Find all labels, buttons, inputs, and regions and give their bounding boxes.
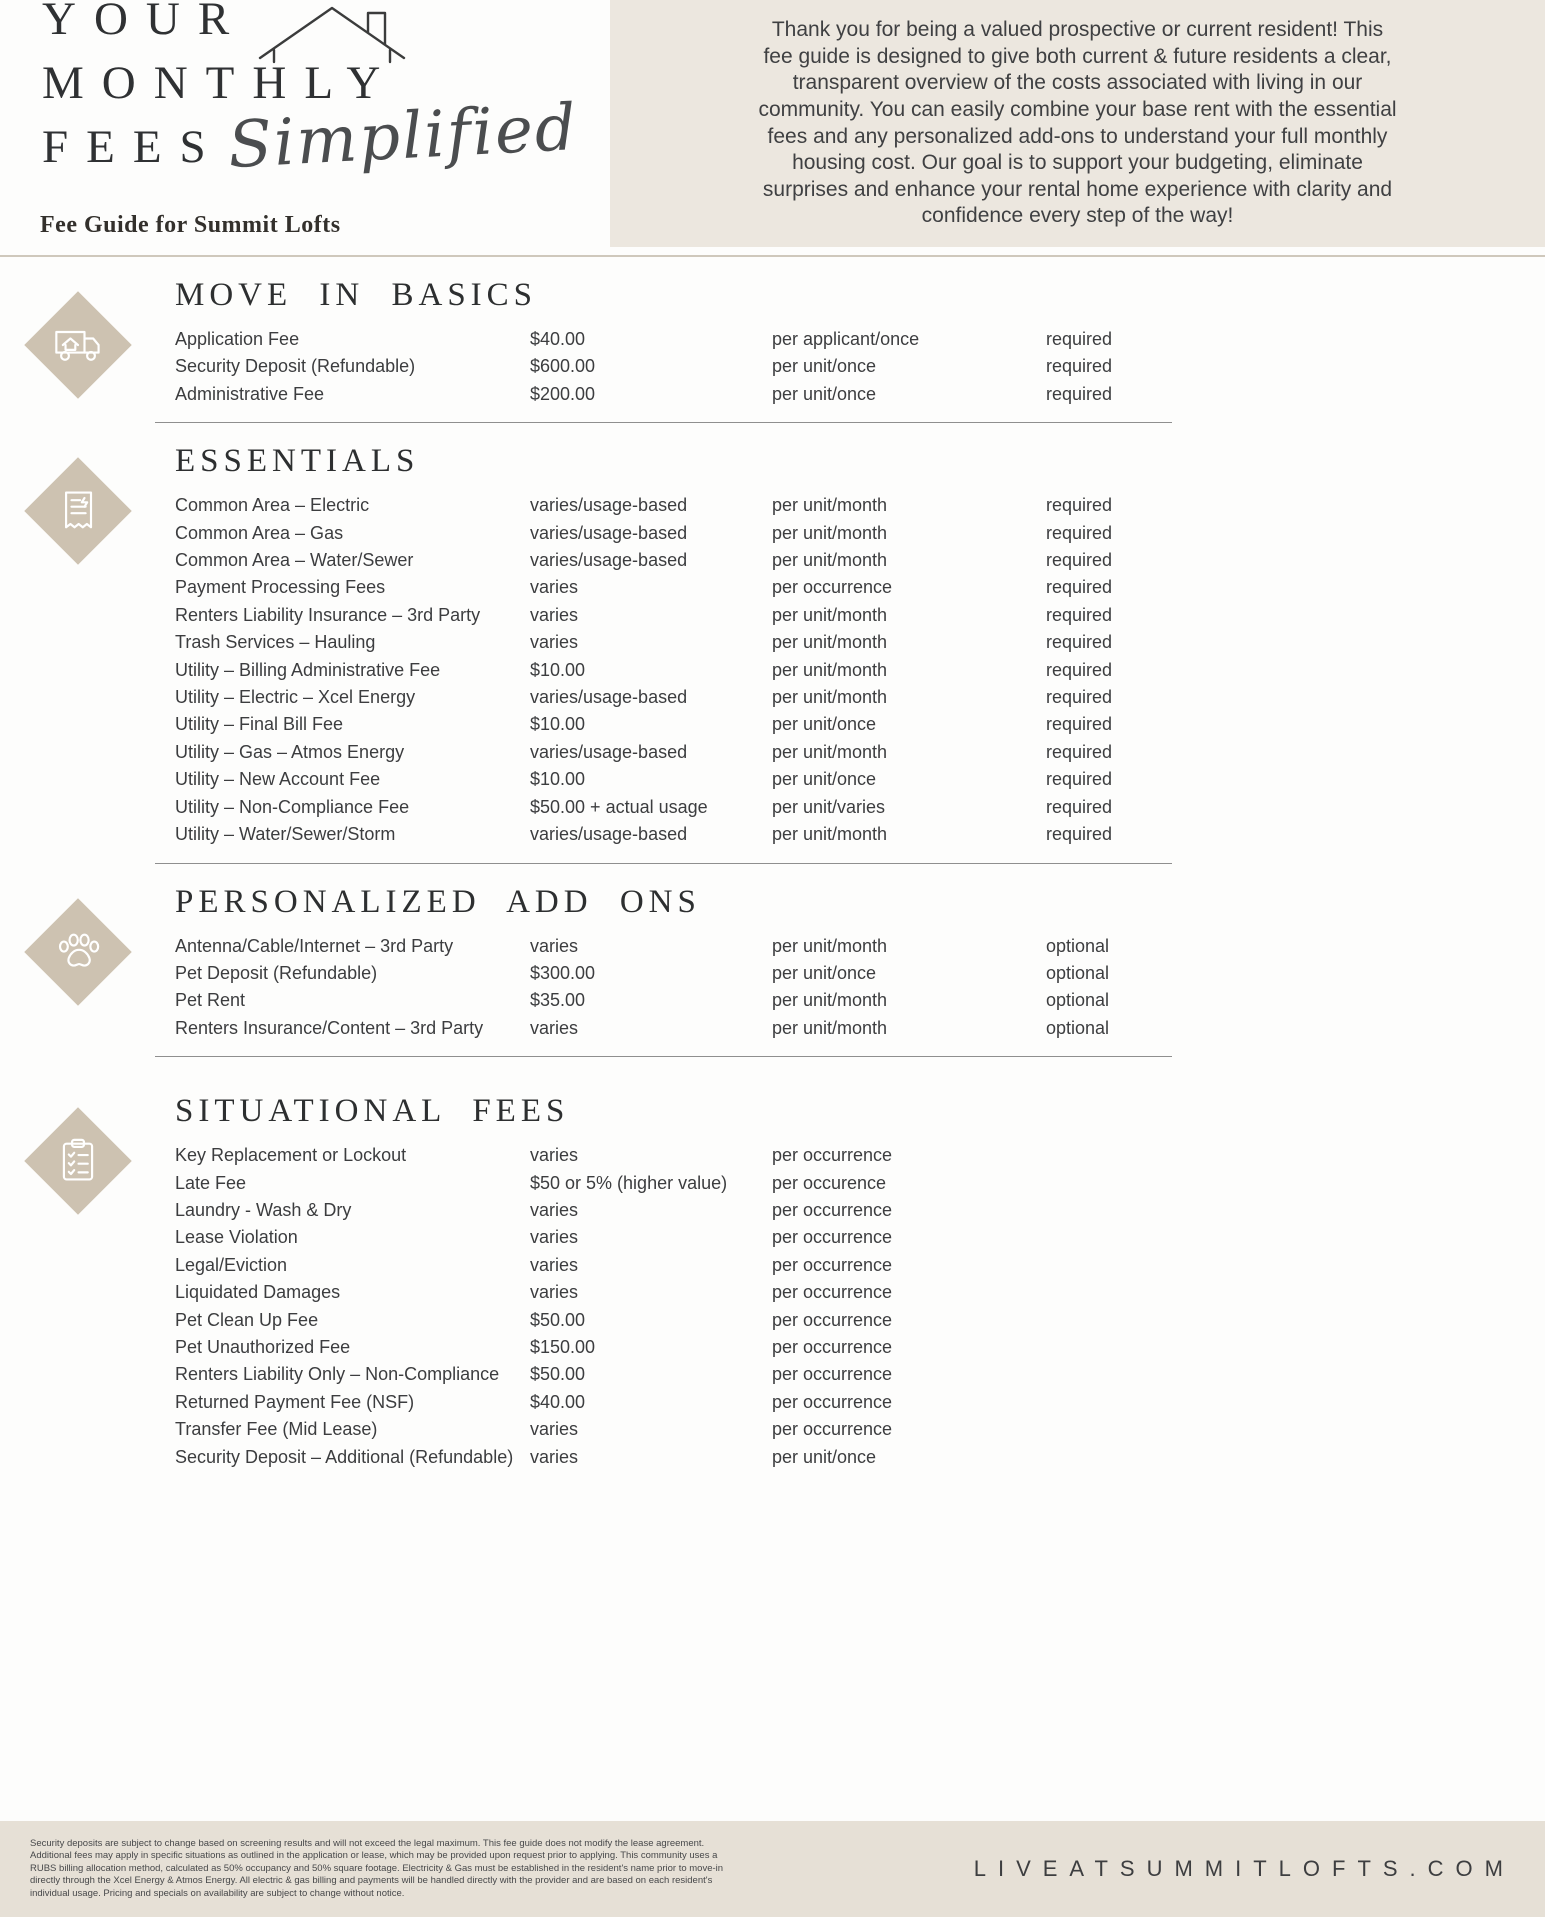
fee-status [1046, 1389, 1172, 1416]
fee-status: required [1046, 769, 1113, 790]
fee-name: Security Deposit (Refundable) [175, 356, 416, 377]
fee-row [175, 766, 1172, 793]
fee-status: optional [1046, 990, 1110, 1011]
fee-freq: per unit/month [772, 741, 888, 762]
fee-status: required [1046, 824, 1113, 845]
fee-row [175, 602, 1172, 629]
fee-status: required [1046, 550, 1113, 571]
fee-row [175, 492, 1172, 519]
fee-row [175, 1197, 1172, 1224]
fee-status [1046, 1252, 1172, 1279]
fee-freq: per unit/month [772, 1017, 888, 1038]
fee-row [175, 1170, 1172, 1197]
fee-row [175, 574, 1172, 601]
fee-status [1046, 1224, 1172, 1251]
section-body [155, 277, 1172, 423]
fee-amount: varies/usage-based [530, 550, 688, 571]
fee-freq: per unit/varies [772, 796, 886, 817]
section-essentials [0, 443, 1545, 863]
title-line-3: FEES [42, 121, 224, 173]
fee-status [1046, 1279, 1172, 1306]
section-body [155, 884, 1172, 1058]
fee-row [175, 381, 1172, 408]
diamond-badge [24, 291, 131, 398]
fee-amount: varies/usage-based [530, 741, 688, 762]
fee-status: required [1046, 741, 1113, 762]
fee-name: Trash Services – Hauling [175, 632, 376, 653]
disclaimer-text: Security deposits are subject to change based on screening results and will not exceed the legal maximum. This fee guide does not modify the lease agreement. Additional fees may apply in specific situations as outlined in the application or lease, which may be provided upon request prior to applying. This community uses a RUBS billing allocation method, calculated as 50% occupancy and 50% square footage. Electricity & Gas must be established in the resident's name prior to move-in directly through the Xcel Energy & Atmos Energy. All electric & gas billing and payments will be handled directly with the provider and are based on each resident's individual usage. Pricing and specials on availability are subject to change without notice. [30, 1837, 724, 1899]
fee-status: required [1046, 604, 1113, 625]
fee-freq: per occurrence [772, 1227, 893, 1248]
fee-name: Renters Liability Insurance – 3rd Party [175, 604, 481, 625]
fee-name: Key Replacement or Lockout [175, 1145, 407, 1166]
fee-status [1046, 1361, 1172, 1388]
fee-amount: $50.00 [530, 1309, 586, 1330]
diamond-badge [24, 457, 131, 564]
fee-row [175, 657, 1172, 684]
fee-status: optional [1046, 1017, 1110, 1038]
fee-amount: varies [530, 1419, 579, 1440]
icon-column [0, 277, 155, 383]
fee-freq: per occurrence [772, 1282, 893, 1303]
section-title: PERSONALIZED ADD ONS [175, 883, 701, 920]
fee-row [175, 1416, 1172, 1443]
fee-amount: varies/usage-based [530, 495, 688, 516]
fee-status: required [1046, 577, 1113, 598]
fee-amount: varies [530, 1017, 579, 1038]
fee-status: required [1046, 632, 1113, 653]
fee-freq: per occurrence [772, 1145, 893, 1166]
fee-name: Utility – Water/Sewer/Storm [175, 824, 396, 845]
fee-row [175, 1444, 1172, 1471]
fee-row [175, 629, 1172, 656]
fee-freq: per unit/once [772, 962, 877, 983]
fee-amount: varies/usage-based [530, 687, 688, 708]
title-block [0, 0, 610, 247]
fee-freq: per unit/once [772, 1446, 877, 1467]
fee-status [1046, 1170, 1172, 1197]
fee-amount: varies/usage-based [530, 824, 688, 845]
fee-name: Payment Processing Fees [175, 577, 386, 598]
fee-status: required [1046, 495, 1113, 516]
fee-freq: per occurrence [772, 1336, 893, 1357]
section-personalized-add-ons [0, 884, 1545, 1058]
fee-amount: $10.00 [530, 769, 586, 790]
fee-freq: per unit/once [772, 769, 877, 790]
fee-amount: $150.00 [530, 1336, 596, 1357]
fee-name: Common Area – Electric [175, 495, 370, 516]
fee-status: required [1046, 659, 1113, 680]
house-roof-icon [252, 0, 412, 64]
fee-status [1046, 1334, 1172, 1361]
fee-table [175, 326, 1172, 408]
fee-status: required [1046, 522, 1113, 543]
fee-name: Utility – Electric – Xcel Energy [175, 687, 416, 708]
fee-name: Pet Unauthorized Fee [175, 1336, 351, 1357]
fee-name: Legal/Eviction [175, 1254, 288, 1275]
fee-amount: $50.00 [530, 1364, 586, 1385]
fee-freq: per occurence [772, 1172, 887, 1193]
fee-row [175, 1361, 1172, 1388]
fee-amount: varies [530, 1254, 579, 1275]
fee-amount: varies [530, 577, 579, 598]
fee-status [1046, 1142, 1172, 1169]
fee-freq: per occurrence [772, 1199, 893, 1220]
fee-amount: $35.00 [530, 990, 586, 1011]
fee-freq: per unit/month [772, 522, 888, 543]
fee-amount: varies [530, 935, 579, 956]
fee-name: Utility – Non-Compliance Fee [175, 796, 410, 817]
fee-name: Utility – New Account Fee [175, 769, 381, 790]
fee-freq: per unit/month [772, 687, 888, 708]
fee-amount: $10.00 [530, 659, 586, 680]
fee-name: Renters Insurance/Content – 3rd Party [175, 1017, 484, 1038]
fee-row [175, 933, 1172, 960]
fee-row [175, 1142, 1172, 1169]
icon-column [0, 884, 155, 990]
checklist-icon [52, 1135, 104, 1187]
subtitle: Fee Guide for Summit Lofts [40, 212, 341, 238]
fee-row [175, 960, 1172, 987]
fee-name: Late Fee [175, 1172, 247, 1193]
fee-name: Pet Clean Up Fee [175, 1309, 319, 1330]
fee-row [175, 353, 1172, 380]
fee-freq: per occurrence [772, 1254, 893, 1275]
fee-freq: per unit/month [772, 935, 888, 956]
fee-table [175, 933, 1172, 1043]
icon-column [0, 1093, 155, 1199]
fee-amount: $50.00 + actual usage [530, 796, 708, 817]
fee-status: optional [1046, 935, 1110, 956]
fee-row [175, 794, 1172, 821]
fee-amount: varies [530, 1446, 579, 1467]
fee-status: optional [1046, 962, 1110, 983]
fee-amount: varies [530, 1199, 579, 1220]
fee-row [175, 1389, 1172, 1416]
fee-freq: per occurrence [772, 577, 893, 598]
fee-name: Laundry - Wash & Dry [175, 1199, 352, 1220]
fee-freq: per applicant/once [772, 329, 920, 349]
fee-row [175, 711, 1172, 738]
section-title: MOVE IN BASICS [175, 277, 538, 313]
diamond-badge [24, 898, 131, 1005]
fee-row [175, 987, 1172, 1014]
fee-name: Returned Payment Fee (NSF) [175, 1391, 415, 1412]
fee-amount: $40.00 [530, 1391, 586, 1412]
fee-table [175, 492, 1172, 848]
fee-amount: $50 or 5% (higher value) [530, 1172, 728, 1193]
fee-name: Common Area – Water/Sewer [175, 550, 414, 571]
fee-freq: per unit/once [772, 714, 877, 735]
fee-freq: per unit/month [772, 632, 888, 653]
fee-name: Utility – Final Bill Fee [175, 714, 344, 735]
fee-row [175, 1307, 1172, 1334]
section-title: ESSENTIALS [175, 443, 420, 480]
fee-amount: $40.00 [530, 329, 586, 349]
fee-name: Common Area – Gas [175, 522, 344, 543]
fee-freq: per unit/month [772, 495, 888, 516]
intro-text: Thank you for being a valued prospective or current resident! This fee guide is designed to give both current & future residents a clear, transparent overview of the costs associated with living in our community. You can easily combine your base rent with the essential fees and any personalized add-ons to understand your full monthly housing cost. Our goal is to support your budgeting, eliminate surprises and enhance your rental home experience with clarity and confidence every step of the way! [758, 17, 1397, 228]
fee-freq: per unit/month [772, 824, 888, 845]
fee-amount: varies [530, 1282, 579, 1303]
utility-bill-icon [52, 485, 104, 537]
section-move-in-basics [0, 277, 1545, 423]
fee-amount: $300.00 [530, 962, 596, 983]
fee-name: Transfer Fee (Mid Lease) [175, 1419, 378, 1440]
fee-row [175, 520, 1172, 547]
fee-amount: varies [530, 604, 579, 625]
fee-name: Lease Violation [175, 1227, 298, 1248]
fee-status [1046, 1307, 1172, 1334]
intro-panel [610, 0, 1545, 247]
section-body [155, 443, 1172, 863]
fee-name: Application Fee [175, 329, 300, 349]
fee-name: Renters Liability Only – Non-Compliance [175, 1364, 500, 1385]
fee-freq: per occurrence [772, 1364, 893, 1385]
fee-status [1046, 1444, 1172, 1471]
fee-freq: per unit/month [772, 659, 888, 680]
fee-row [175, 684, 1172, 711]
fee-name: Pet Deposit (Refundable) [175, 962, 378, 983]
fee-name: Antenna/Cable/Internet – 3rd Party [175, 935, 454, 956]
title-line-2: MONTHLY [42, 57, 399, 109]
fee-status: required [1046, 383, 1113, 404]
title-script: Simplified [226, 90, 580, 184]
fee-status: required [1046, 796, 1113, 817]
fee-freq: per occurrence [772, 1419, 893, 1440]
fee-status: required [1046, 356, 1113, 377]
fee-status: required [1046, 714, 1113, 735]
diamond-badge [24, 1107, 131, 1214]
section-situational-fees [0, 1093, 1545, 1485]
fee-status: required [1046, 329, 1113, 349]
fee-freq: per unit/month [772, 604, 888, 625]
section-body [155, 1093, 1172, 1485]
fee-amount: $600.00 [530, 356, 596, 377]
fee-name: Liquidated Damages [175, 1282, 341, 1303]
fee-amount: varies [530, 1227, 579, 1248]
fee-row [175, 1015, 1172, 1042]
fee-status: required [1046, 687, 1113, 708]
fee-row [175, 326, 1172, 353]
fee-table [175, 1142, 1172, 1471]
fee-name: Utility – Billing Administrative Fee [175, 659, 441, 680]
fee-status [1046, 1197, 1172, 1224]
fee-freq: per unit/month [772, 550, 888, 571]
fee-row [175, 1334, 1172, 1361]
fee-name: Utility – Gas – Atmos Energy [175, 741, 405, 762]
paw-icon [52, 926, 104, 978]
fee-name: Pet Rent [175, 990, 246, 1011]
fee-freq: per unit/once [772, 356, 877, 377]
fee-freq: per occurrence [772, 1309, 893, 1330]
fee-amount: $10.00 [530, 714, 586, 735]
fee-sections [0, 257, 1545, 1485]
title-line-1: YOUR [42, 0, 248, 45]
section-title: SITUATIONAL FEES [175, 1093, 570, 1130]
fee-row [175, 547, 1172, 574]
fee-amount: varies/usage-based [530, 522, 688, 543]
fee-row [175, 1224, 1172, 1251]
fee-amount: $200.00 [530, 383, 596, 404]
fee-row [175, 1252, 1172, 1279]
fee-name: Administrative Fee [175, 383, 325, 404]
fee-amount: varies [530, 632, 579, 653]
fee-row [175, 1279, 1172, 1306]
fee-freq: per occurrence [772, 1391, 893, 1412]
fee-amount: varies [530, 1145, 579, 1166]
footer [0, 1821, 1545, 1917]
fee-row [175, 739, 1172, 766]
fee-name: Security Deposit – Additional (Refundable) [175, 1446, 514, 1467]
website-url: LIVEATSUMMITLOFTS.COM [973, 1856, 1515, 1881]
fee-freq: per unit/month [772, 990, 888, 1011]
header [0, 0, 1545, 247]
fee-row [175, 821, 1172, 848]
moving-truck-icon [52, 319, 104, 371]
fee-status [1046, 1416, 1172, 1443]
fee-freq: per unit/once [772, 383, 877, 404]
icon-column [0, 443, 155, 549]
